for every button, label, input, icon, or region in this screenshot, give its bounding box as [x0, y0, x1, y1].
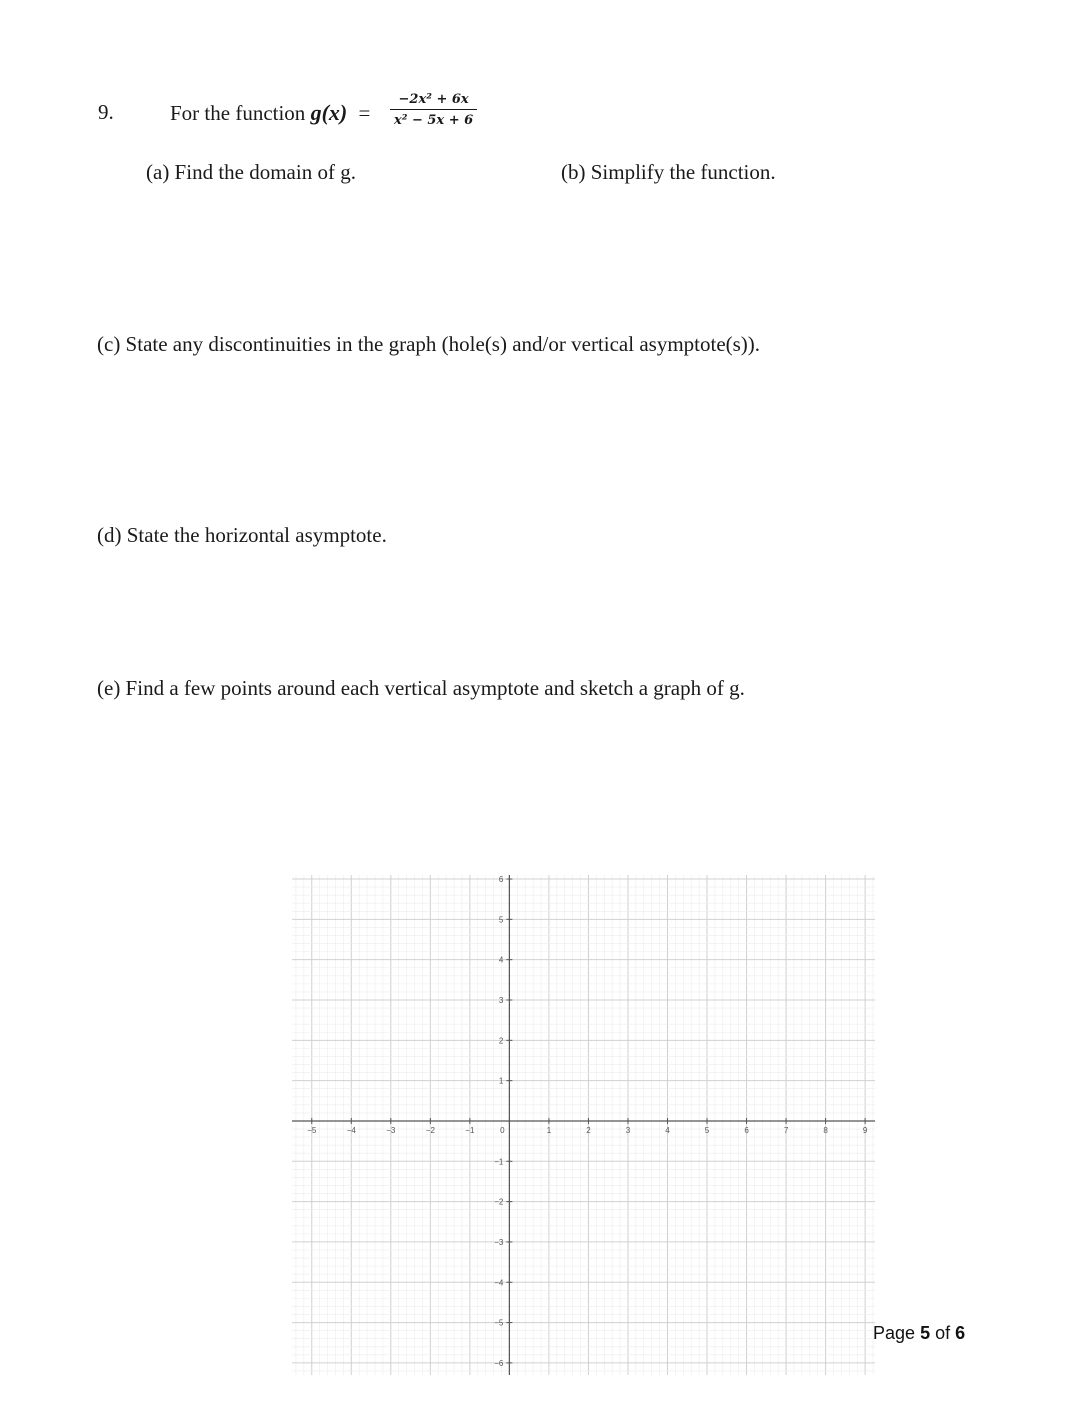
x-tick-label: −1	[465, 1125, 475, 1135]
function-name: g(x)	[310, 100, 348, 125]
function-fraction	[390, 92, 477, 128]
x-tick-label: 4	[665, 1125, 670, 1135]
footer-page-word: Page	[873, 1323, 916, 1343]
part-e-prompt: (e) Find a few points around each vertical asymptote and sketch a graph of g.	[97, 676, 745, 700]
fraction-numerator: −2x² + 6x	[398, 92, 469, 107]
footer-page-total: 6	[955, 1323, 966, 1343]
x-tick-label: 9	[862, 1125, 868, 1135]
question-stem	[170, 100, 370, 126]
y-tick-label: −4	[494, 1278, 504, 1288]
part-d-prompt: (d) State the horizontal asymptote.	[97, 523, 387, 547]
coordinate-grid[interactable]	[292, 875, 875, 1375]
question-number: 9.	[98, 100, 114, 124]
y-tick-label: 3	[498, 996, 504, 1005]
y-tick-label: −2	[494, 1197, 504, 1207]
part-a-prompt: (a) Find the domain of g.	[146, 160, 356, 184]
x-tick-label: 0	[500, 1125, 505, 1135]
y-tick-label: 4	[498, 955, 504, 965]
footer-of-word: of	[935, 1323, 951, 1343]
y-tick-label: 6	[498, 875, 504, 885]
fraction-denominator: x² − 5x + 6	[394, 113, 474, 129]
x-tick-label: −5	[307, 1125, 317, 1135]
x-tick-label: 1	[546, 1125, 552, 1135]
part-b-prompt: (b) Simplify the function.	[561, 160, 776, 184]
y-tick-label: −6	[494, 1358, 504, 1368]
y-tick-label: −3	[494, 1237, 504, 1247]
x-tick-label: 6	[744, 1125, 749, 1135]
y-tick-label: −1	[494, 1157, 504, 1167]
footer-page-number: 5	[920, 1323, 931, 1343]
stem-text: For the function	[170, 101, 306, 125]
page-footer	[873, 1323, 965, 1344]
x-tick-label: 5	[704, 1125, 710, 1135]
y-tick-label: 5	[498, 915, 504, 925]
part-c-prompt: (c) State any discontinuities in the graph (hole(s) and/or vertical asymptote(s)).	[97, 332, 761, 356]
x-tick-label: 8	[823, 1125, 828, 1135]
y-tick-label: 1	[498, 1076, 504, 1086]
x-tick-label: −2	[425, 1125, 435, 1135]
x-tick-label: −4	[346, 1125, 356, 1135]
y-tick-label: −5	[494, 1318, 504, 1328]
equals-sign: =	[358, 101, 371, 125]
x-tick-label: 2	[586, 1125, 591, 1135]
y-tick-label: 2	[498, 1036, 504, 1046]
x-tick-label: −3	[386, 1125, 396, 1135]
x-tick-label: 7	[783, 1125, 789, 1135]
x-tick-label: 3	[625, 1125, 631, 1135]
